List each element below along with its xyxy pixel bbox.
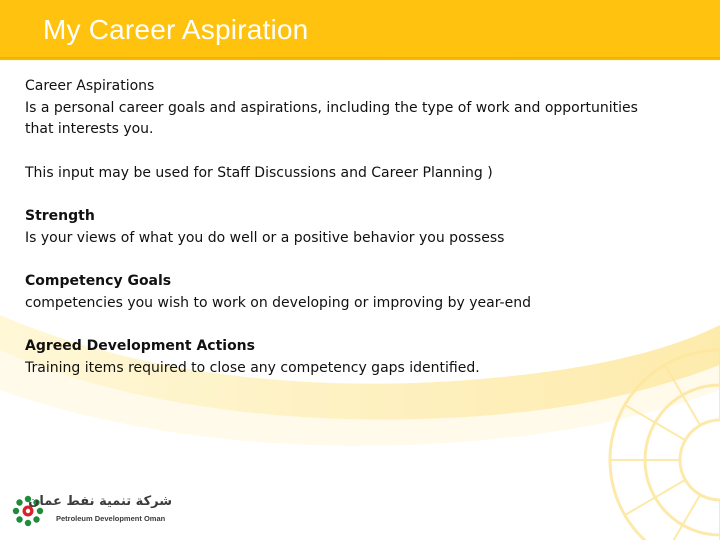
section-strength (25, 206, 695, 249)
logo-english-name: Petroleum Development Oman (56, 514, 166, 523)
slide-title: My Career Aspiration (43, 14, 309, 45)
section-text-line: that interests you. (25, 121, 154, 137)
section-text-line: Is a personal career goals and aspirations, including the type of work and opportunities (25, 99, 638, 116)
section-heading: Competency Goals (25, 273, 172, 289)
section-text-line: Is your views of what you do well or a positive behavior you possess (25, 229, 505, 246)
company-logo (10, 493, 170, 529)
section-input-note (25, 163, 695, 185)
section-agreed-development-actions (25, 336, 695, 379)
section-competency-goals (25, 271, 695, 314)
title-bar (0, 0, 720, 60)
section-text-line: competencies you wish to work on developing or improving by year-end (25, 294, 531, 311)
section-heading: Agreed Development Actions (25, 338, 255, 354)
section-heading: Strength (25, 208, 95, 224)
logo-arabic-name: شركة تنمية نفط عمان (28, 494, 172, 509)
section-text-line: Training items required to close any competency gaps identified. (25, 359, 480, 376)
section-career-aspirations (25, 76, 695, 141)
section-heading: Career Aspirations (25, 78, 155, 94)
section-text-line: This input may be used for Staff Discussions and Career Planning ) (25, 164, 493, 181)
title-bar-shadow (0, 57, 720, 61)
slide-content (25, 76, 695, 401)
